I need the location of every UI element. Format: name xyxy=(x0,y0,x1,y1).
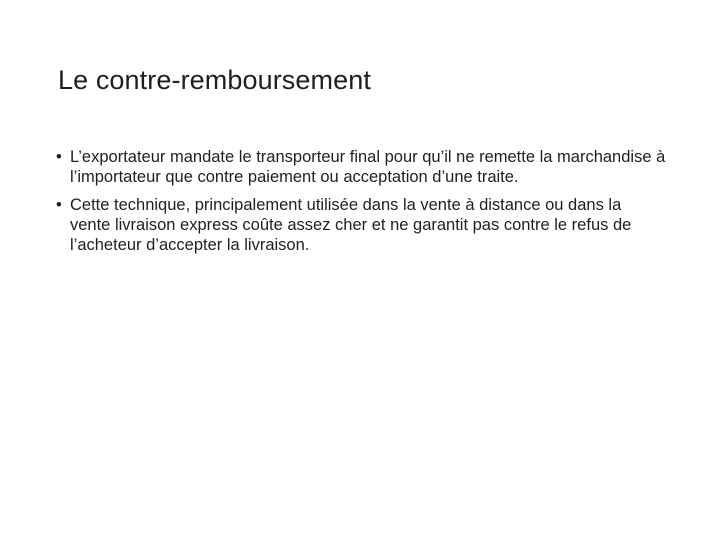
bullet-text: L’exportateur mandate le transporteur final pour qu’il ne remette la marchandise à l’importateur que contre paiement ou acceptation d’une traite. xyxy=(70,148,666,186)
bullet-item xyxy=(56,147,666,187)
bullet-item xyxy=(56,195,666,255)
bullet-dot-icon: • xyxy=(56,148,62,166)
bullet-list xyxy=(56,147,666,263)
slide-title: Le contre-remboursement xyxy=(58,65,371,95)
bullet-dot-icon: • xyxy=(56,196,62,214)
bullet-text: Cette technique, principalement utilisée dans la vente à distance ou dans la vente livraison express coûte assez cher et ne garantit pas contre le refus de l’acheteur d’accepter la livraison. xyxy=(70,196,632,254)
